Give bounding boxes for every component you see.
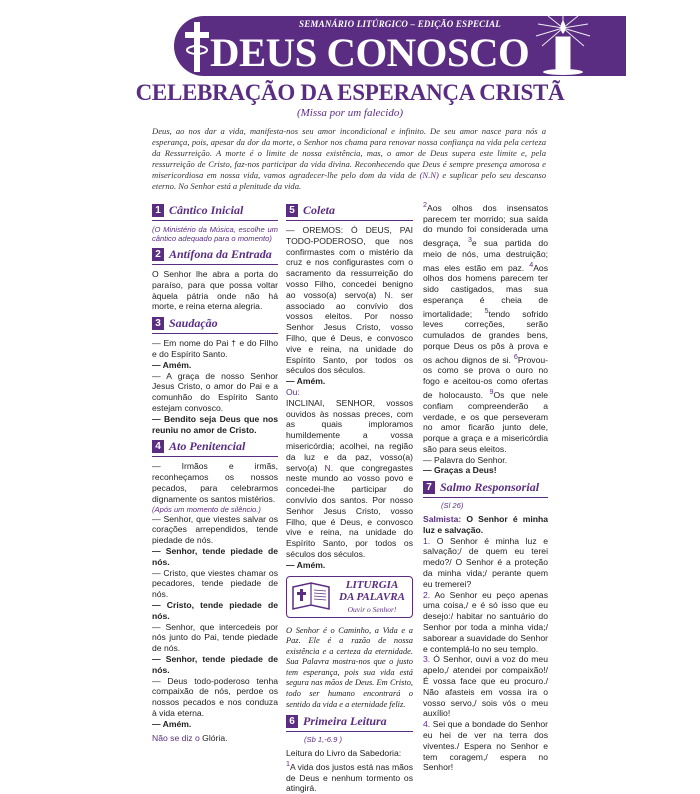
section-number: 1 bbox=[152, 204, 164, 217]
verse-text: Aos olhos dos homens parecem ter sido castigados, mas sua esperança é cheia de imortalidade; bbox=[423, 262, 548, 319]
psalm-verse bbox=[423, 719, 548, 773]
intro-name-placeholder: (N.N) bbox=[419, 170, 439, 180]
collect-name-placeholder: N. bbox=[384, 289, 393, 300]
section-header-5 bbox=[286, 203, 413, 221]
penitential-response: — Senhor, tende piedade de nós. bbox=[152, 653, 278, 675]
liturgia-title bbox=[335, 579, 409, 603]
reading-close: — Palavra do Senhor. bbox=[423, 454, 508, 465]
penitential-line: — Cristo, que viestes chamar os pecadores, tende piedade de nós. bbox=[152, 567, 278, 600]
penitential-response: — Amém. bbox=[152, 718, 192, 729]
gloria-note-text: Não se diz o bbox=[152, 733, 200, 744]
verse-text: Ao Senhor eu peço apenas uma coisa,/ e é só isso que eu desejo:/ habitar no santuário do Senhor por toda a minha vida;/ saborear a suavidade do Senhor e contemplá-lo no seu templo. bbox=[423, 589, 548, 654]
candle-icon bbox=[528, 14, 598, 76]
psalm-verse bbox=[423, 590, 548, 655]
intro-text-after: e suplicar pelo seu descanso eterno. No Senhor está a plenitude da vida. bbox=[152, 170, 547, 191]
reading-response: — Graças a Deus! bbox=[423, 465, 497, 476]
gloria-word: Glória. bbox=[202, 733, 228, 744]
salmista-label: Salmista: bbox=[423, 514, 462, 525]
reading-reference: (Sb 1,-6.9 ) bbox=[304, 735, 342, 745]
page-title: CELEBRAÇÃO DA ESPERANÇA CRISTÃ bbox=[135, 80, 565, 105]
verse-text: Sei que a bondade do Senhor eu hei de ver na terra dos viventes./ Espera no Senhor e tem coragem,/ espera no Senhor! bbox=[423, 719, 548, 773]
greeting-line: — Em nome do Pai † e do Filho e do Espírito Santo. bbox=[152, 338, 278, 359]
verse-text: tendo sofrido leves correções, serão cumulados de grandes bens, porque Deus os pôs à prova e os achou dignos de si. bbox=[423, 308, 549, 365]
verse-number: 4 bbox=[529, 260, 534, 269]
section-note: (O Ministério da Música, escolhe um cântico adequado para o momento) bbox=[152, 225, 278, 243]
verse-number: 2. bbox=[423, 589, 431, 600]
verse-text: e sua partida do meio de nós, uma destruição; mas eles estão em paz. bbox=[423, 238, 548, 273]
penitential-response: — Senhor, tende piedade de nós. bbox=[152, 545, 278, 567]
intro-paragraph bbox=[152, 126, 546, 192]
verse-text: Ó Senhor, ouvi a voz do meu apelo,/ atendei por compaixão!/ É vossa face que eu procuro./ Não afasteis em vossa ira o vosso servo,/ sois vós o meu auxílio! bbox=[423, 654, 548, 719]
intro-text-before: Deus, ao nos dar a vida, manifesta-nos seu amor incondicional e infinito. De seu amor nasce para nós a esperança, pois, apesar da dor da morte, o Senhor nos chama para renovar nossa confiança na vida pela certeza da Ressurreição. A morte é o limite de nossa existência, mas, o amor de Deus supera este limite e, pela ressurreição de Cristo, faz-nos participar da vida divina. Reconhecendo que Deus é sempre presença amorosa e misericordiosa em nossa vida, vamos agradecer-lhe pelo dom da vida de bbox=[152, 126, 546, 180]
liturgia-banner bbox=[286, 576, 413, 618]
verse-text: O Senhor é minha luz e salvação;/ de quem eu terei medo?/ O Senhor é a proteção da minha vida;/ perante quem eu tremerei? bbox=[423, 535, 548, 589]
verse-text: Aos olhos dos insensatos parecem ter morrido; sua saída do mundo foi considerada uma desgraça, bbox=[423, 202, 548, 249]
verse-text: Os que nele confiam compreenderão a verdade, e os que perseveram no amor ficarão junto dele, porque a graça e a misericórdia são para seus eleitos. bbox=[423, 389, 548, 454]
section-title: Saudação bbox=[169, 316, 218, 331]
collect-name-placeholder: N. bbox=[324, 462, 334, 473]
reading-text-start bbox=[286, 759, 413, 794]
verse-number: 3 bbox=[467, 236, 472, 245]
section-header-2 bbox=[152, 247, 278, 265]
penitential-note: (Após um momento de silêncio.) bbox=[152, 504, 261, 514]
verse-text: Provou-os como se prova o ouro no fogo e aceitou-os como ofertas de holocausto. bbox=[423, 354, 548, 400]
reading-text-cont bbox=[423, 200, 548, 455]
section-number: 2 bbox=[152, 248, 164, 261]
penitential-line: — Irmãos e irmãs, reconheçamos os nossos pecados, para celebrarmos dignamente os santos mistérios. bbox=[152, 461, 278, 504]
collect-text: — OREMOS: Ó DEUS, PAI TODO-PODEROSO, que nos confirmastes com o mistério da cruz e nos configurastes com o sacramento da ressurreição do vosso Filho, concedei benigno ao vosso(a) servo(a) bbox=[286, 225, 413, 300]
section-number: 6 bbox=[286, 715, 298, 728]
collect-prayer-2 bbox=[286, 398, 413, 560]
section-title: Salmo Responsorial bbox=[440, 480, 540, 495]
section-number: 3 bbox=[152, 317, 164, 330]
verse-number: 5 bbox=[484, 306, 489, 315]
section-number: 5 bbox=[286, 204, 298, 217]
psalm-verse bbox=[423, 536, 548, 590]
psalm-refrain bbox=[423, 514, 548, 536]
verse-number: 1. bbox=[423, 535, 431, 546]
masthead-title: DEUS CONOSCO bbox=[210, 30, 530, 75]
gloria-note bbox=[152, 733, 278, 744]
verse-number: 4. bbox=[423, 719, 431, 730]
salmista-text: O Senhor é minha luz e salvação. bbox=[423, 514, 548, 535]
penitential-line: — Senhor, que viestes salvar os corações arrependidos, tende piedade de nós. bbox=[152, 513, 278, 546]
verse-number: 1 bbox=[286, 759, 290, 768]
section-header-4 bbox=[152, 439, 278, 457]
collect-text: ser associado ao convívio dos vossos eleitos. Por nosso Senhor Jesus Cristo, vosso Filho, que é Deus, e convosco vive e reina, na unidade do Espírito Santo, por todos os séculos dos séculos. bbox=[286, 289, 413, 376]
liturgia-title-line-2: DA PALAVRA bbox=[339, 590, 405, 603]
section-title: Antífona da Entrada bbox=[169, 247, 272, 261]
column-3 bbox=[423, 200, 548, 773]
bible-icon bbox=[291, 579, 331, 613]
liturgia-subtitle: Ouvir o Senhor! bbox=[347, 604, 397, 614]
section-header-7 bbox=[423, 480, 548, 498]
penitential-response: — Cristo, tende piedade de nós. bbox=[152, 599, 278, 621]
liturgia-text: O Senhor é o Caminho, a Vida e a Paz. Ele é a razão de nossa existência e a certeza da eternidade. Sua Palavra mostra-nos que o justo tem esperança, pois sua vida está segura nas mãos de Deus. Em Cristo, todo ser humano encontrará o sentido da vida e a eternidade feliz. bbox=[286, 625, 413, 709]
section-header-3 bbox=[152, 316, 278, 334]
section-header-6 bbox=[286, 714, 413, 732]
psalm-verse bbox=[423, 654, 548, 719]
masthead-subtitle: SEMANÁRIO LITÚRGICO – EDIÇÃO ESPECIAL bbox=[299, 19, 501, 29]
page-subtitle: (Missa por um falecido) bbox=[296, 107, 403, 119]
psalm-reference: (Sl 26) bbox=[441, 501, 464, 511]
section-title: Cântico Inicial bbox=[169, 203, 244, 217]
collect-prayer-1 bbox=[286, 225, 413, 376]
collect-or: Ou: bbox=[286, 386, 300, 397]
verse-number: 6 bbox=[513, 352, 518, 361]
reading-intro: Leitura do Livro da Sabedoria: bbox=[286, 748, 402, 759]
verse-number: 2 bbox=[423, 201, 427, 209]
column-1 bbox=[152, 200, 278, 748]
collect-response: — Amém. bbox=[286, 376, 326, 387]
penitential-line: — Senhor, que intercedeis por nós junto do Pai, tende piedade de nós. bbox=[152, 621, 278, 654]
section-number: 7 bbox=[423, 481, 435, 494]
greeting-line: — A graça de nosso Senhor Jesus Cristo, o amor do Pai e a comunhão do Espírito Santo estejam convosco. bbox=[152, 370, 278, 413]
collect-response: — Amém. bbox=[286, 559, 326, 570]
liturgia-title-line-1: LITURGIA bbox=[345, 578, 399, 591]
verse-number: 3. bbox=[423, 654, 431, 665]
section-title: Ato Penitencial bbox=[169, 439, 246, 454]
antiphon-text: O Senhor lhe abra a porta do paraíso, para que possa voltar àquela pátria onde não há morte, e reina eterna alegria. bbox=[152, 269, 278, 312]
greeting-response: — Bendito seja Deus que nos reuniu no amor de Cristo. bbox=[152, 413, 278, 435]
penitential-line: — Deus todo-poderoso tenha compaixão de nós, perdoe os nossos pecados e nos conduza à vida eterna. bbox=[152, 675, 278, 718]
collect-text: INCLINAI, SENHOR, vossos ouvidos às nossas preces, com as quais imploramos humildemente a vossa misericórdia; acolhei, na região da luz e da paz, vosso(a) servo(a) bbox=[286, 397, 413, 473]
column-2 bbox=[286, 200, 413, 794]
verse-text: A vida dos justos está nas mãos de Deus e nenhum tormento os atingirá. bbox=[286, 761, 413, 794]
cross-icon bbox=[183, 22, 211, 72]
section-header-1 bbox=[152, 203, 278, 221]
greeting-response: — Amém. bbox=[152, 359, 192, 370]
section-number: 4 bbox=[152, 440, 164, 453]
collect-text: que congregastes neste mundo ao vosso povo e concedei-lhe participar do convívio dos santos. Por nosso Senhor Jesus Cristo, vosso Filho, que é Deus, e convosco vive e reina, na unidade do Espírito Santo, por todos os séculos dos séculos. bbox=[286, 462, 413, 559]
verse-number: 9 bbox=[489, 388, 494, 397]
section-title: Primeira Leitura bbox=[303, 714, 387, 729]
section-title: Coleta bbox=[303, 203, 335, 217]
